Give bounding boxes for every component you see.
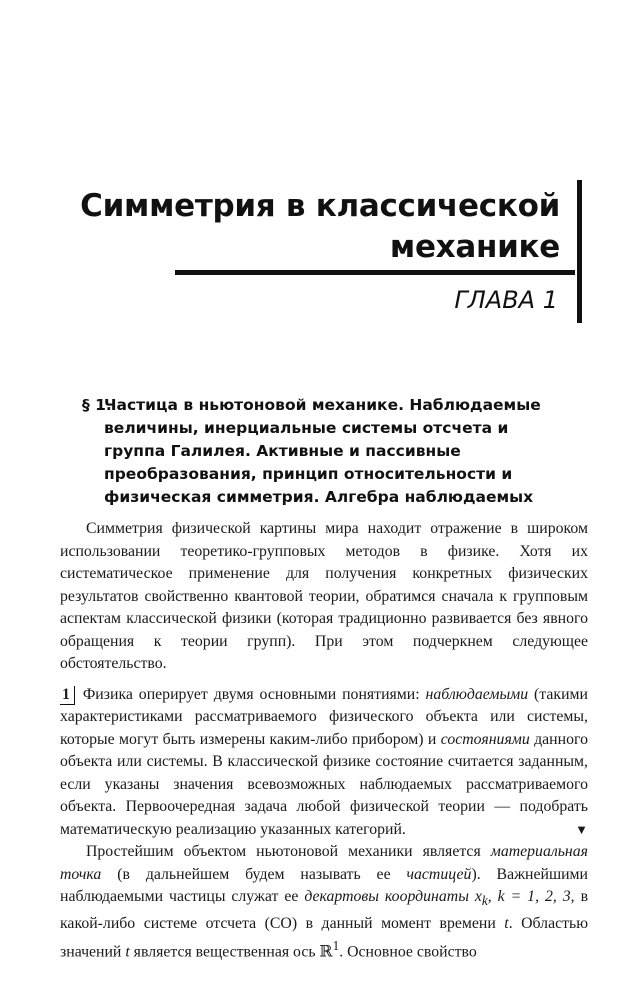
- paragraph-2-block: [60, 684, 588, 842]
- item-marker-badge: 1: [60, 686, 75, 705]
- section-heading: [82, 394, 542, 509]
- chapter-label: ГЛАВА 1: [454, 286, 558, 314]
- chapter-title-line-2: механике: [389, 229, 560, 265]
- p3-em-c: декартовы координаты: [304, 888, 469, 905]
- chapter-vertical-rule: [577, 180, 582, 323]
- formula-t: t: [504, 914, 509, 932]
- p3-text-h: . Основное свойство: [339, 943, 477, 961]
- p3-text-c: ). Важнейшими наблюдаемыми частицы служат ее: [60, 865, 589, 905]
- p2-text-a: Физика оперирует двумя основными понятиями:: [82, 685, 426, 703]
- p3-text-d: ,: [487, 888, 498, 905]
- p3-em-b: частицей: [406, 865, 472, 883]
- p2-em-a: наблюдаемыми: [425, 685, 529, 703]
- section-number: § 1.: [82, 396, 112, 414]
- formula-k-range: k = 1, 2, 3: [497, 888, 571, 905]
- body-text: [60, 518, 588, 964]
- formula-real-line-superscript: 1: [332, 938, 340, 954]
- p3-text-a: Простейшим объектом ньютоновой механики является: [86, 843, 491, 860]
- paragraph-3: [60, 841, 588, 964]
- formula-real-line: ℝ: [319, 943, 333, 961]
- formula-x: x: [474, 888, 482, 905]
- p3-text-e: , в какой-либо системе отсчета (СО) в данный момент времени: [60, 888, 589, 932]
- p3-em-a: материальная точка: [60, 843, 588, 883]
- section-title: Частица в ньютоновой механике. Наблюдаемые величины, инерциальные системы отсчета и группа Галилея. Активные и пассивные преобразования, принцип относительности и физическая симметрия. Алгебра наблюдаемых: [104, 396, 541, 506]
- formula-x-subscript: k: [481, 893, 488, 909]
- p2-text-b: (такими характеристиками рассматриваемого физического объекта или системы, которые могут быть измерены каким-либо прибором) и: [60, 685, 588, 748]
- p3-text-g: является вещественная ось: [129, 943, 320, 961]
- paragraph-1: Симметрия физической картины мира находит отражение в широком использовании теоретико-групповых методов в физике. Хотя их систематическое применение для получения конкретных физических результатов свойственно квантовой теории, обратимся сначала к групповым аспектам классической физики (которая традиционно развивается без явного обращения к теории групп). При этом подчеркнем следующее обстоятельство.: [60, 520, 588, 672]
- chapter-title-line-1: Симметрия в классической: [80, 188, 560, 224]
- p2-em-b: состояниями: [440, 730, 530, 748]
- chapter-title: [80, 186, 560, 268]
- p3-text-f: . Областью значений: [60, 914, 588, 961]
- p2-text-c: данного объекта или системы. В классической физике состояние считается заданным, если указаны значения всевозможных наблюдаемых рассматриваемого объекта. Первоочередная задача любой физической теории — подобрать математическую реализацию указанных категорий.: [60, 730, 588, 838]
- end-of-item-triangle-icon: ▼: [575, 821, 588, 837]
- paragraph-2: [60, 684, 588, 842]
- chapter-horizontal-rule: [175, 270, 575, 275]
- formula-t-2: t: [125, 943, 130, 961]
- p3-text-b: (в дальнейшем будем называть ее: [101, 865, 407, 883]
